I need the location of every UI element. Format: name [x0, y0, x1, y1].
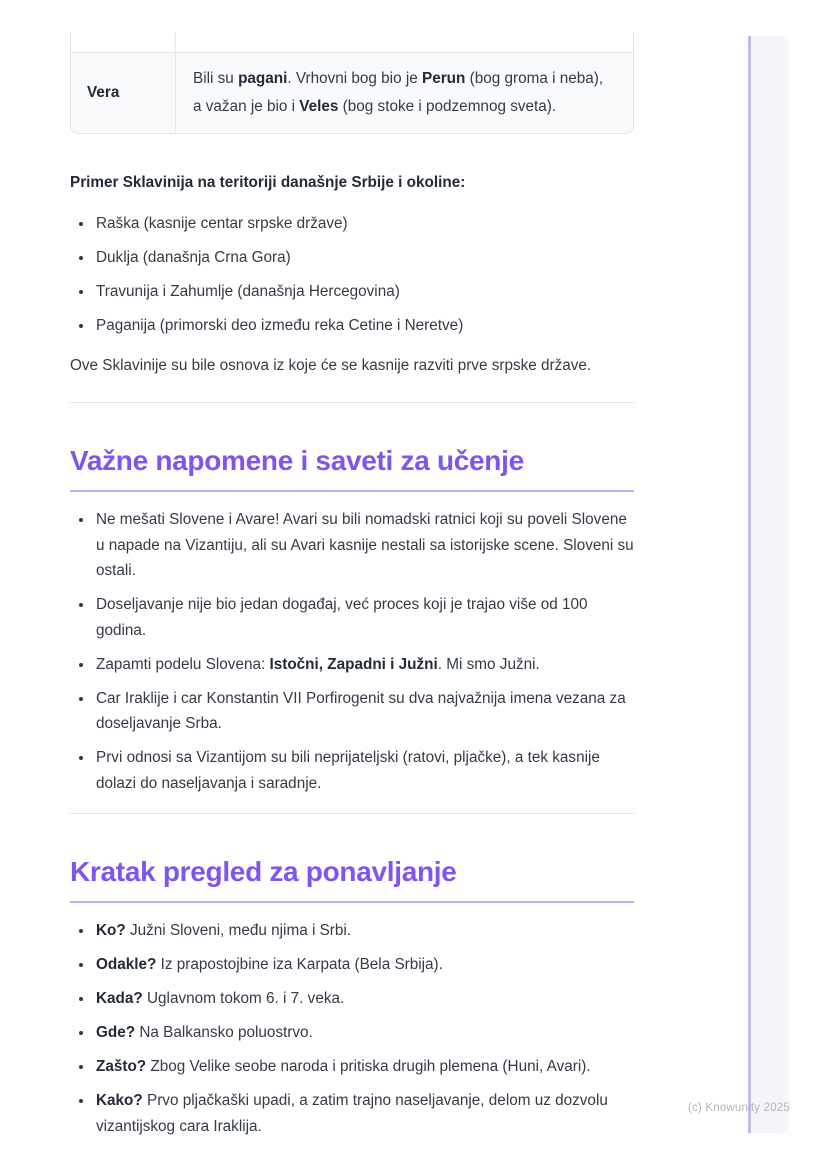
list-item: • Duklja (današnja Crna Gora): [94, 245, 634, 271]
list-item: • Ne mešati Slovene i Avare! Avari su bili nomadski ratnici koji su poveli Slovene u napade na Vizantiju, ali su Avari kasnije nestali sa istorijske scene. Sloveni su ostali.: [94, 507, 634, 584]
table-row-content: Bili su pagani. Vrhovni bog bio je Perun (bog groma i neba), a važan je bio i Veles (bog stoke i podzemnog sveta).: [193, 70, 604, 115]
list-item: • Prvi odnosi sa Vizantijom su bili neprijateljski (ratovi, pljačke), a tek kasnije dolazi do naseljavanja i saradnje.: [94, 745, 634, 796]
list-item: • Zapamti podelu Slovena: Istočni, Zapadni i Južni. Mi smo Južni.: [94, 652, 634, 678]
copyright-watermark: (c) Knowunity 2025: [687, 1102, 790, 1114]
sklavinije-list: [70, 211, 634, 339]
list-item: • Kako? Prvo pljačkaški upadi, a zatim trajno naseljavanje, delom uz dozvolu vizantijskog cara Iraklija.: [94, 1088, 634, 1139]
list-item: • Ko? Južni Sloveni, među njima i Srbi.: [94, 918, 634, 944]
list-item: • Paganija (primorski deo između reka Cetine i Neretve): [94, 313, 634, 339]
list-item: • Odakle? Iz prapostojbine iza Karpata (Bela Srbija).: [94, 952, 634, 978]
intro-closing-paragraph: Ove Sklavinije su bile osnova iz koje će se kasnije razviti prve srpske države.: [70, 356, 592, 374]
list-item: • Car Iraklije i car Konstantin VII Porfirogenit su dva najvažnija imena vezana za doseljavanje Srba.: [94, 686, 634, 737]
section-divider: [70, 813, 634, 814]
right-margin-strip: [748, 36, 790, 1133]
list-item: • Gde? Na Balkansko poluostrvo.: [94, 1020, 634, 1046]
table-row: [71, 52, 633, 133]
list-item: • Kada? Uglavnom tokom 6. i 7. veka.: [94, 986, 634, 1012]
list-item: • Doseljavanje nije bio jedan događaj, već proces koji je trajao više od 100 godina.: [94, 592, 634, 643]
info-table: [70, 33, 634, 134]
intro-heading: Primer Sklavinija na teritoriji današnje Srbije i okoline:: [70, 174, 466, 191]
table-row-label: Vera: [71, 53, 176, 133]
review-section-heading: Kratak pregled za ponavljanje: [70, 855, 634, 903]
table-cell-label-partial: [71, 33, 176, 52]
list-item: • Travunija i Zahumlje (današnja Hercegovina): [94, 279, 634, 305]
list-item: • Raška (kasnije centar srpske države): [94, 211, 634, 237]
document-page: [70, 0, 634, 1148]
list-item: • Zašto? Zbog Velike seobe naroda i pritiska drugih plemena (Huni, Avari).: [94, 1054, 634, 1080]
notes-section-heading: Važne napomene i saveti za učenje: [70, 444, 634, 492]
notes-list: [70, 507, 634, 796]
section-divider: [70, 402, 634, 403]
table-row-partial: [71, 33, 633, 52]
review-list: [70, 918, 634, 1139]
